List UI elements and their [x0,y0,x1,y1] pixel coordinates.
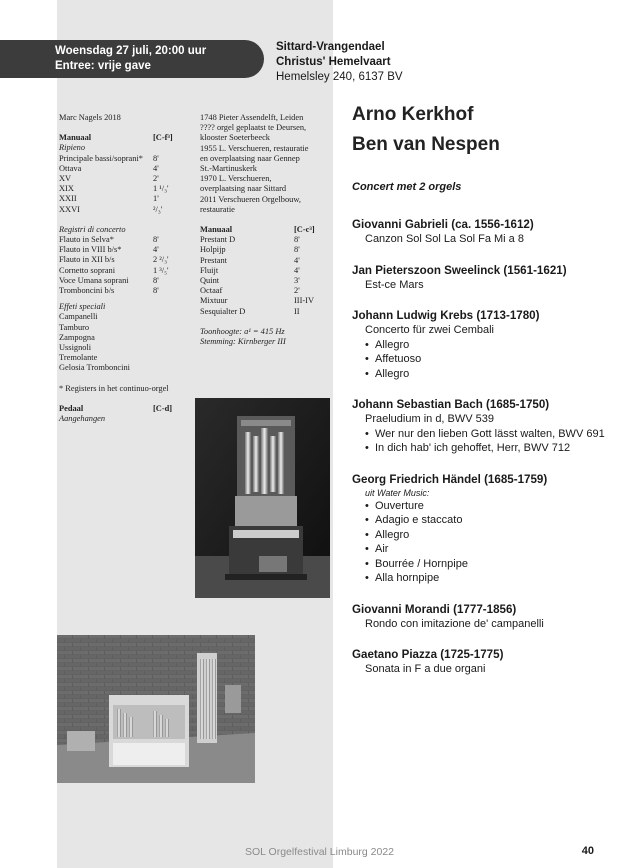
stop-row [59,286,194,296]
stop-size: 4' [153,163,159,173]
movement-title: Allegro [375,367,410,380]
pedaal-title: Pedaal [59,403,84,413]
stop-name: Mixtuur [200,296,228,306]
stop-size: 3' [294,276,300,286]
movement-title: Ouverture [375,499,424,512]
movement-item [365,352,612,367]
stop-row [200,296,325,306]
program-item [352,217,612,247]
stop-name: Fluijt [200,265,219,275]
manuaal-title: Manuaal [59,133,92,143]
stop-size: 2' [294,286,300,296]
performers [352,100,500,160]
organ-left-footnote: * Registers in het continuo-orgel [59,383,169,393]
work-title: Canzon Sol Sol La Sol Fa Mi a 8 [365,233,524,245]
stop-name: Principale bassi/soprani* [59,153,143,163]
effetti-title: Effeti speciali [59,302,106,312]
concerto-title: Registri di concerto [59,224,126,234]
movement-item [365,571,612,586]
stop-size: 8' [294,235,300,245]
movement-item [365,513,612,528]
venue-block [276,40,403,85]
stop-row [59,174,194,184]
stop-row [59,266,194,276]
stop-name: XXVI [59,204,80,214]
stop-row [59,235,194,245]
organ-left-pedaal-header [59,404,194,414]
stop-name: Prestant [200,255,227,265]
stop-row [200,276,325,286]
stop-name: Quint [200,276,220,286]
concert-subtitle: Concert met 2 orgels [352,181,462,193]
program-item [352,647,612,677]
stop-row [59,205,194,215]
history-line: overplaatsing naar Sittard [200,184,287,194]
movement-title: In dich hab' ich gehoffet, Herr, BWV 712 [375,442,571,454]
footer-text: SOL Orgelfestival Limburg 2022 [245,846,395,858]
movement-item [365,427,612,442]
stop-row [200,235,325,245]
movement-item [365,528,612,543]
ripieno-label: Ripieno [59,143,86,153]
organ-left-manuaal-stops [59,154,194,215]
history-line: St.-Martinuskerk [200,164,257,174]
venue-town: Sittard-Vrangendael [276,41,385,53]
stop-size: 8' [153,275,159,285]
movement-item [365,557,612,572]
organ-right-stops [200,235,325,317]
stop-name: Trombonc​ini b/s [59,286,115,296]
performer-name: Ben van Nespen [352,134,500,155]
stop-size: ²/₃' [153,204,163,214]
organ-right-history [200,113,325,215]
stop-name: Voce Umana soprani [59,275,129,285]
movement-title: Air [375,543,389,555]
composer-name: Giovanni Morandi (1777-1856) [352,602,517,616]
movement-title: Allegro [375,528,410,541]
stop-size: 1 ³/₅' [153,265,169,275]
page-number: 40 [581,845,594,857]
stop-name: XXII [59,194,77,204]
stop-name: Holpijp [200,245,226,255]
stop-row [200,256,325,266]
work-title: Concerto für zwei Cembali [365,324,494,336]
movement-item [365,542,612,557]
effect-item: Zampogna [59,332,95,342]
stop-size: 4' [294,265,300,275]
work-title: Rondo con imitazione de' campanelli [365,617,544,630]
stop-name: Cornetto soprani [59,265,116,275]
stop-size: 8' [153,235,159,245]
composer-name: Gaetano Piazza (1725-1775) [352,648,504,661]
stop-size: 8' [294,245,300,255]
history-line: 1970 L. Verschueren, [200,174,272,184]
stop-name: Octaaf [200,286,223,296]
organ-photo-chest [57,635,255,783]
stop-name: Flauto in XII b/s [59,255,115,265]
composer-name: Jan Pieterszoon Sweelinck (1561-1621) [352,263,567,277]
organ-left-effetti [59,312,194,373]
effect-item: Gelosia Tromboncini [59,363,130,373]
stop-size: III-IV [294,296,314,306]
stop-size: 4' [294,255,300,265]
stop-row [59,276,194,286]
stop-name: Sesquialter D [200,306,246,316]
stop-row [200,266,325,276]
stop-name: XV [59,174,72,184]
stop-row [200,245,325,255]
stop-name: Prestant D [200,235,236,245]
work-title: Praeludium in d, BWV 539 [365,413,495,425]
stop-name: XIX [59,184,74,194]
manuaal-range: [C-c³] [294,225,315,235]
event-entry: Entree: vrije gave [55,60,151,72]
stop-row [200,286,325,296]
movement-title: Alla hornpipe [375,572,440,584]
movement-title: Allegro [375,338,410,351]
movement-list [352,499,612,586]
movement-list [352,427,612,456]
pedaal-range: [C-d] [153,403,173,413]
stop-size: 4' [153,245,159,255]
movement-title: Adagio e staccato [375,514,463,526]
stop-row [59,154,194,164]
venue-address: Hemelsley 240, 6137 BV [276,71,403,83]
movement-title: Affetuoso [375,353,422,365]
movement-title: Bourrée / Hornpipe [375,557,468,570]
work-title: Sonata in F a due organi [365,663,486,675]
effect-item: Tremolante [59,353,98,363]
organ-right-manuaal-header [200,225,325,235]
movement-item [365,338,612,353]
movement-item [365,367,612,382]
movement-title: Wer nur den lieben Gott lässt walten, BWV 691 [375,427,605,440]
organ-right-disposition [200,113,325,347]
history-line: 2011 Verschueren Orgelbouw, [200,194,301,204]
work-title: Est-ce Mars [365,278,424,291]
stop-name: Flauto in Selva* [59,235,114,245]
program-item [352,472,612,586]
organ-photo-cabinet [195,398,330,598]
manuaal-title: Manuaal [200,225,233,235]
pedaal-note: Aangehangen [59,414,106,424]
effect-item: Tamburo [59,322,90,332]
history-line: en overplaatsing naar Gennep [200,153,300,163]
history-line: klooster Soeterbeeck [200,133,270,143]
history-line: 1955 L. Verschueren, restauratie [200,143,309,153]
effect-item: Campanelli [59,312,98,322]
stop-size: II [294,306,300,316]
organ-pitch: Toonhoogte: a¹ = 415 Hz [200,326,285,336]
stop-size: 1' [153,194,159,204]
performer-name: Arno Kerkhof [352,104,474,125]
stop-size: 2' [153,174,159,184]
program-item [352,308,612,381]
composer-name: Giovanni Gabrieli (ca. 1556-1612) [352,218,534,231]
concert-program [352,217,612,693]
history-line: ???? orgel geplaatst te Deursen, [200,123,307,133]
composer-name: Johann Sebastian Bach (1685-1750) [352,398,550,411]
stop-size: 1 ¹/₃' [153,184,169,194]
organ-left-manuaal-header [59,133,194,143]
composer-name: Georg Friedrich Händel (1685-1759) [352,472,548,486]
event-datetime: Woensdag 27 juli, 20:00 uur [55,45,207,57]
stop-row [200,307,325,317]
history-line: 1748 Pieter Assendelft, Leiden [200,113,304,122]
movement-list [352,338,612,382]
event-banner [0,40,264,78]
program-item [352,263,612,293]
movement-item [365,499,612,514]
stop-size: 8' [153,153,159,163]
stop-row [59,194,194,204]
stop-row [59,184,194,194]
stop-size: 8' [153,286,159,296]
manuaal-range: [C-f³] [153,133,173,143]
stop-name: Ottava [59,163,82,173]
composer-name: Johann Ludwig Krebs (1713-1780) [352,309,540,322]
organ-left-concerto-stops [59,235,194,296]
venue-church: Christus' Hemelvaart [276,56,391,68]
stop-row [59,164,194,174]
stop-name: Flauto in VIII b/s* [59,245,122,255]
program-item [352,397,612,456]
effect-item: Ussignoli [59,343,92,353]
organ-left-builder: Marc Nagels 2018 [59,113,121,122]
movement-item [365,441,612,456]
program-item [352,602,612,632]
work-note: uit Water Music: [365,487,430,498]
stop-size: 2 ²/₃' [153,255,169,265]
stop-row [59,245,194,255]
history-line: restauratie [200,204,235,214]
organ-temperament: Stemming: Kirnberger III [200,337,286,347]
organ-left-disposition [59,113,194,424]
stop-row [59,255,194,265]
